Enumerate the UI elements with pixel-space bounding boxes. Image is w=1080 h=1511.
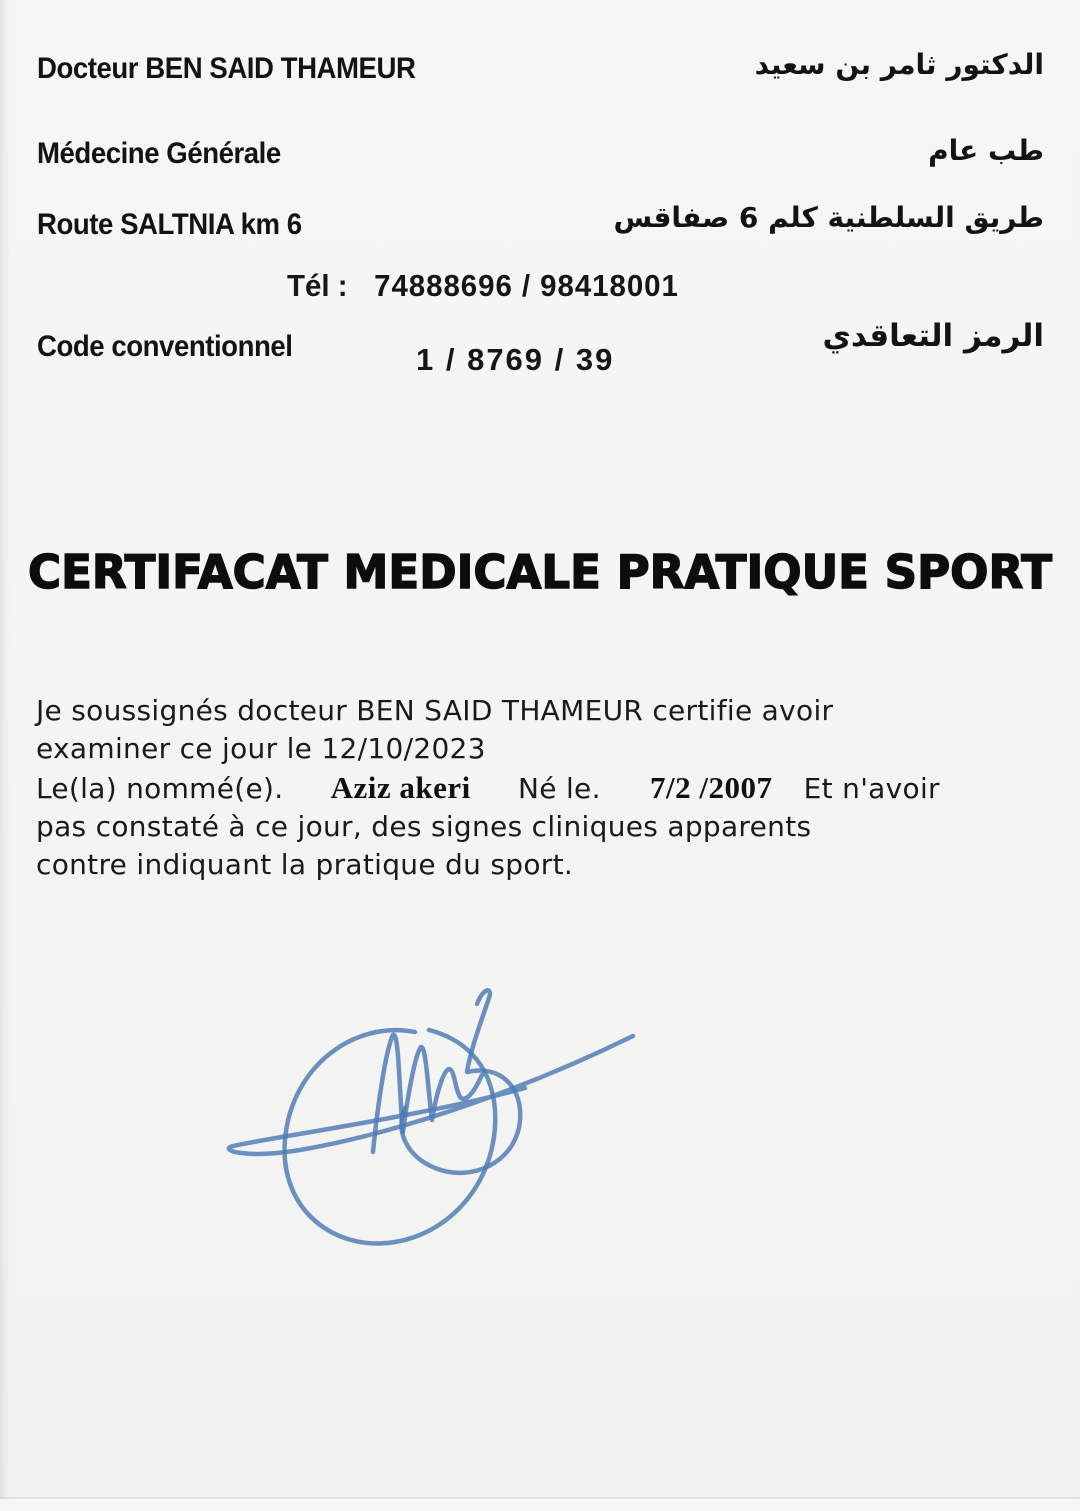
doctor-signature xyxy=(205,980,665,1280)
body-line-5: contre indiquant la pratique du sport. xyxy=(36,848,574,881)
born-label: Né le. xyxy=(518,772,601,805)
named-label: Le(la) nommé(e). xyxy=(36,772,284,805)
doctor-name-arabic: الدكتور ثامر بن سعيد xyxy=(754,48,1044,81)
telephone-label: Tél : xyxy=(287,268,348,303)
body-line-1: Je soussignés docteur BEN SAID THAMEUR certifie avoir xyxy=(36,694,834,727)
telephone-numbers: 74888696 / 98418001 xyxy=(374,268,679,303)
code-conventionnel-label-arabic: الرمز التعاقدي xyxy=(822,318,1044,354)
body-line-2: examiner ce jour le 12/10/2023 xyxy=(36,732,486,765)
birth-date-value: 7/2 /2007 xyxy=(649,770,773,805)
specialty-arabic: طب عام xyxy=(928,134,1044,167)
doctor-name-french: Docteur BEN SAID THAMEUR xyxy=(37,52,416,85)
body-line-3 xyxy=(36,770,940,806)
address-french: Route SALTNIA km 6 xyxy=(37,208,302,241)
code-conventionnel-value: 1 / 8769 / 39 xyxy=(416,342,615,377)
body-line-3-suffix: Et n'avoir xyxy=(803,772,940,805)
code-conventionnel-label: Code conventionnel xyxy=(37,330,293,363)
specialty-french: Médecine Générale xyxy=(37,137,281,170)
address-arabic: طريق السلطنية كلم 6 صفاقس xyxy=(613,201,1044,234)
telephone-line xyxy=(287,268,679,304)
certificate-title: CERTIFACAT MEDICALE PRATIQUE SPORT xyxy=(28,545,1052,599)
patient-name-value: Aziz akeri xyxy=(330,770,471,805)
body-line-4: pas constaté à ce jour, des signes cliniques apparents xyxy=(36,810,812,843)
scan-bottom-strip xyxy=(0,1499,1080,1511)
